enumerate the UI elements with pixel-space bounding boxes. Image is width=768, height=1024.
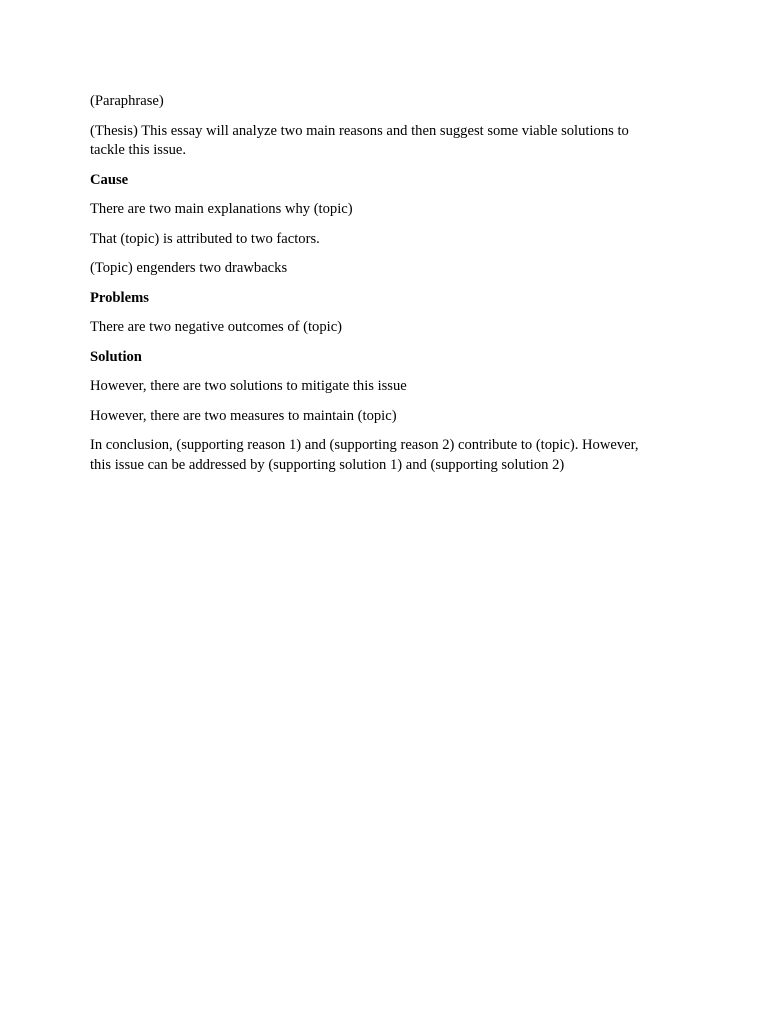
paragraph-paraphrase: (Paraphrase) — [90, 93, 164, 109]
paragraph-problems-1: There are two negative outcomes of (topic) — [90, 319, 343, 335]
paragraph-conclusion: In conclusion, (supporting reason 1) and (supporting reason 2) contribute to (topic). However, this issue can be addressed by (supporting solution 1) and (supporting solution 2) — [90, 437, 639, 473]
paragraph-solution-2: However, there are two measures to maintain (topic) — [90, 407, 397, 424]
paragraph-thesis: (Thesis) This essay will analyze two main reasons and then suggest some viable solutions to tackle this issue. — [90, 122, 629, 158]
heading-problems: Problems — [90, 289, 149, 306]
paragraph-solution-1: However, there are two solutions to mitigate this issue — [90, 378, 407, 394]
paragraph-cause-2: That (topic) is attributed to two factors. — [90, 230, 320, 247]
paragraph-cause-1: There are two main explanations why (topic) — [90, 201, 353, 217]
heading-cause: Cause — [90, 171, 129, 188]
paragraph-cause-3: (Topic) engenders two drawbacks — [90, 260, 288, 276]
heading-solution: Solution — [90, 348, 142, 365]
